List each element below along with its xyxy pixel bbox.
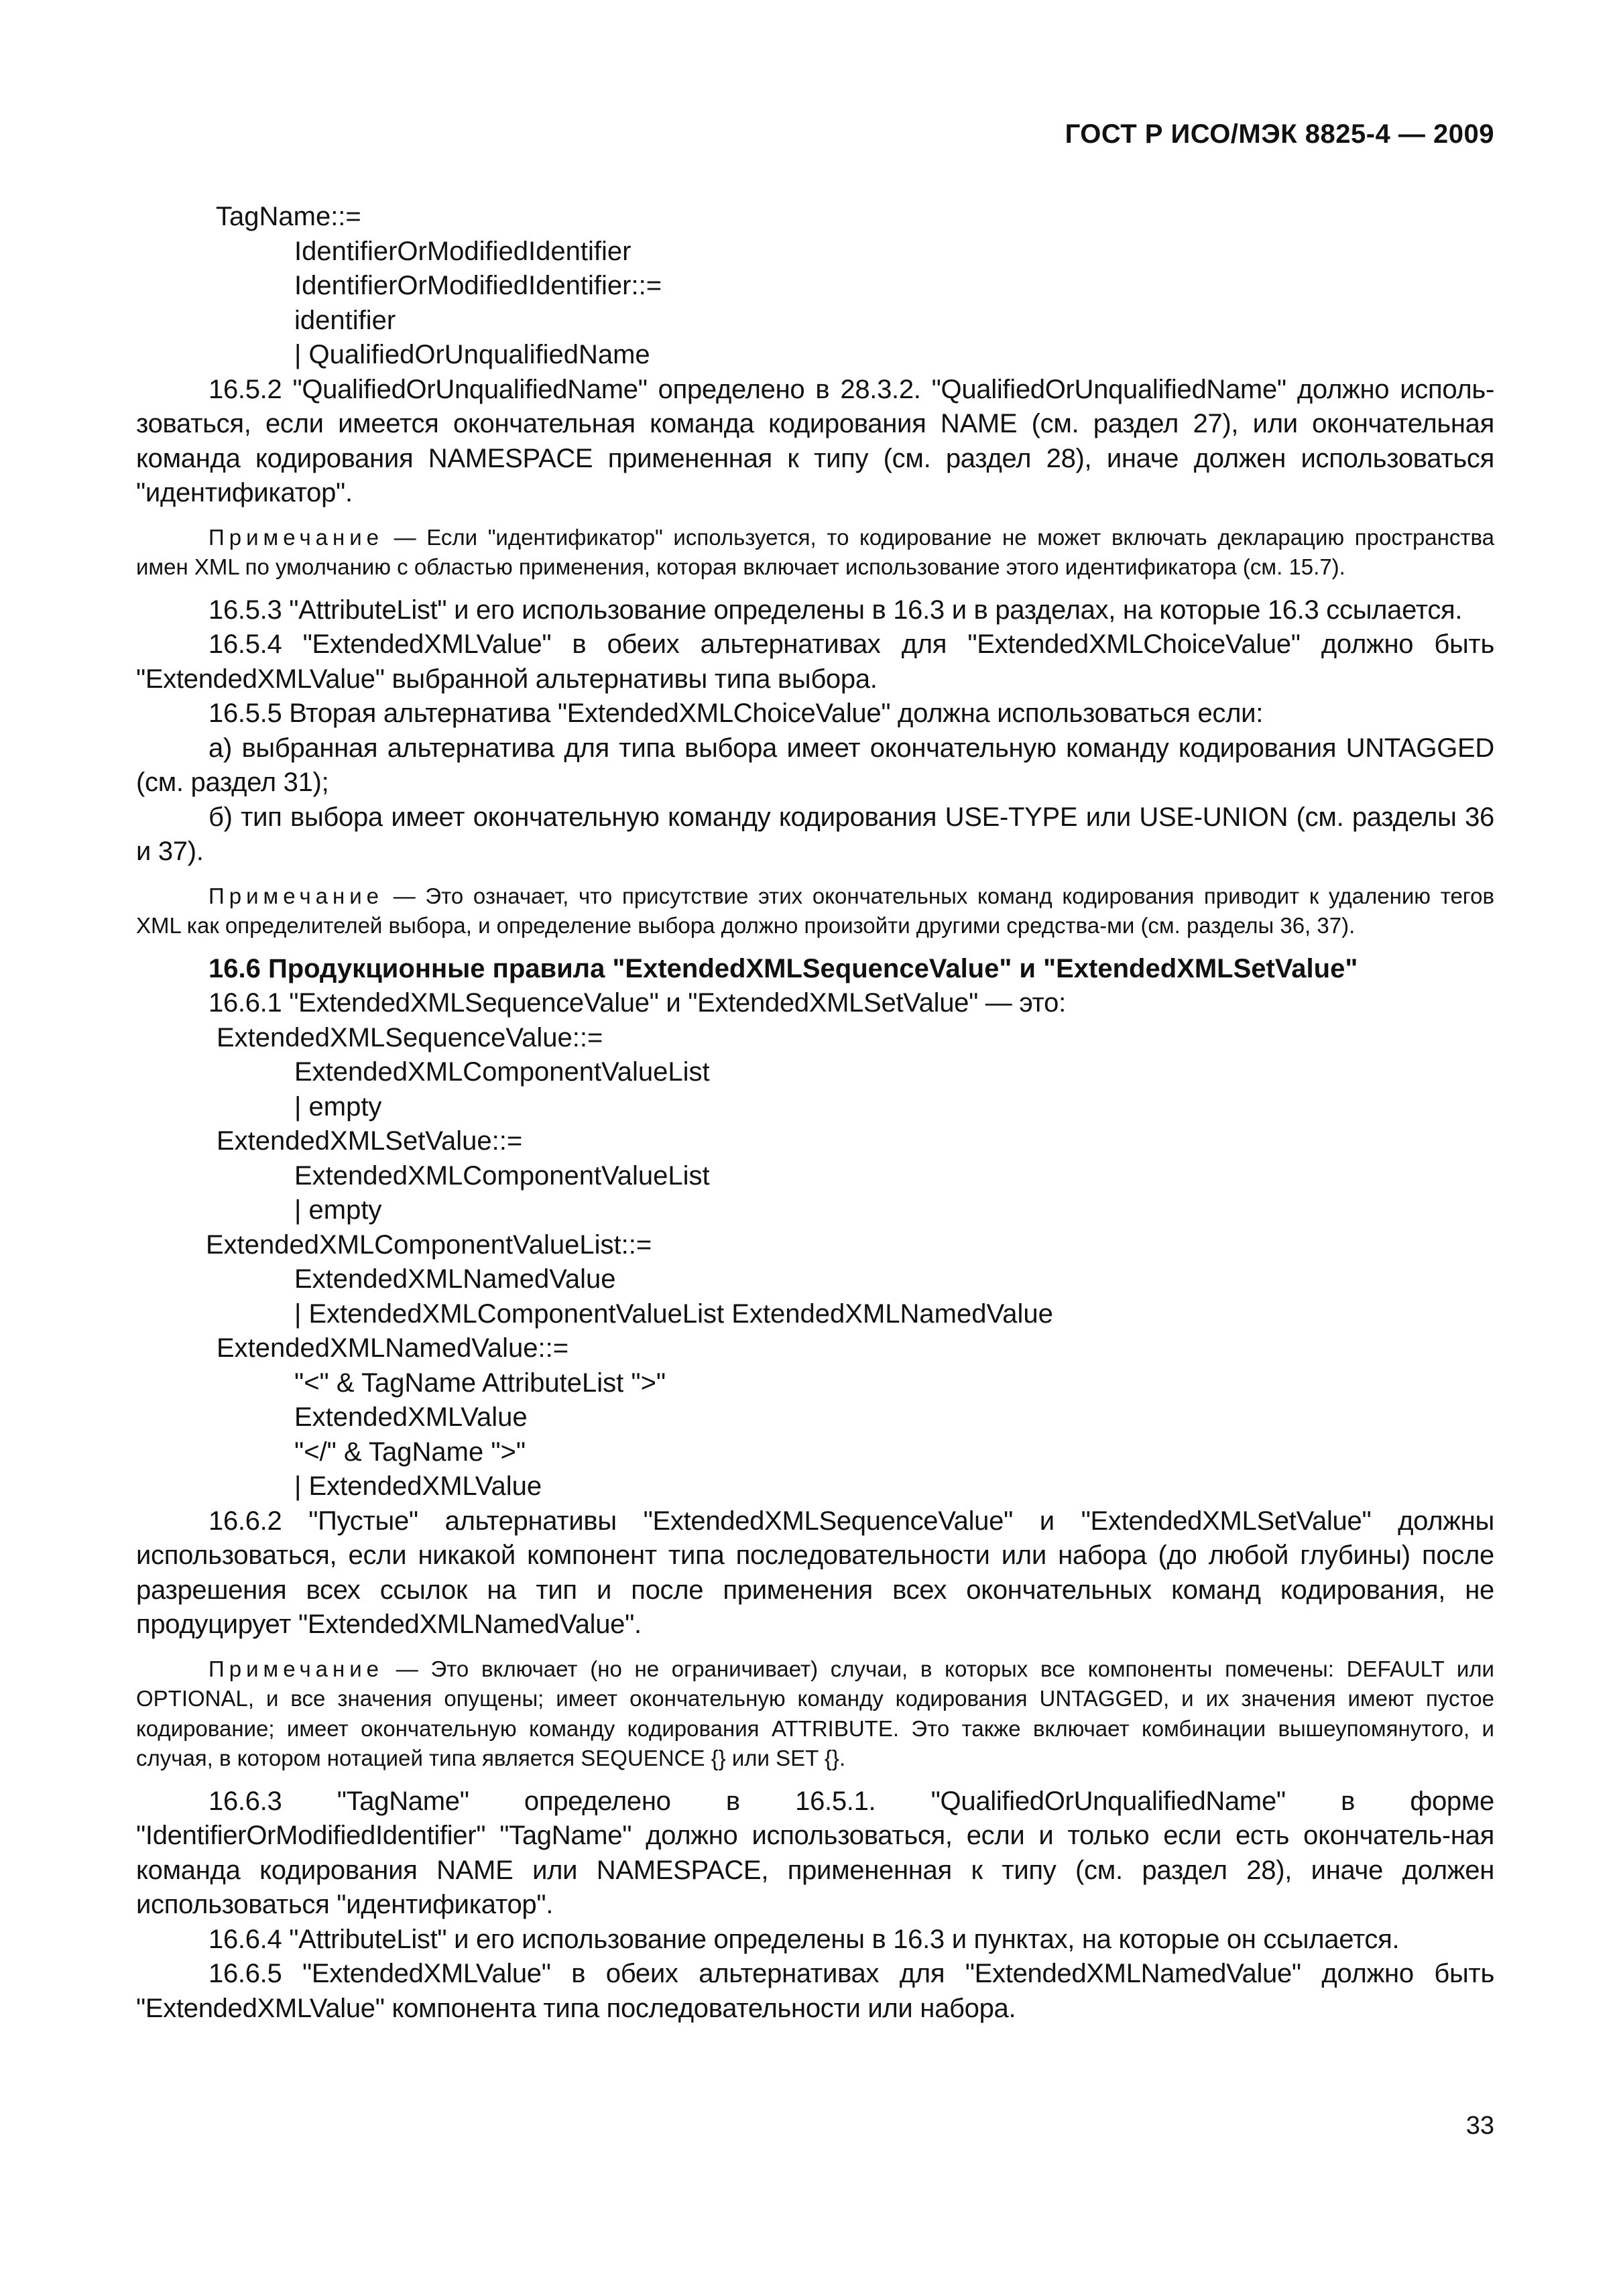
grammar-line: IdentifierOrModifiedIdentifier::= [294,271,662,300]
grammar-line: | empty [294,1195,382,1225]
note-text: — Это включает (но не ограничивает) случаи, в которых все компоненты помечены: DEFAULT или OPTIONAL, и все значения опущены; имеет окончательную команду кодирования UNTAGGED, и их значения имеют пустое кодирование; имеет окончательную команду кодирования ATTRIBUTE. Это также включает комбинации вышеупомянутого, и случая, в котором нотацией типа является SEQUENCE {} или SET {}. [136,1656,1494,1770]
paragraph-16-5-5: 16.5.5 Вторая альтернатива "ExtendedXMLChoiceValue" должна использоваться если: [208,699,1264,728]
grammar-line: identifier [294,305,396,335]
grammar-line: "</" & TagName ">" [294,1437,526,1467]
list-item-b: б) тип выбора имеет окончательную команду кодирования USE-TYPE или USE-UNION (см. разделы 36 и 37). [136,802,1494,866]
grammar-line: TagName::= [216,202,361,231]
grammar-line: ExtendedXMLNamedValue [294,1264,616,1294]
paragraph-16-6-1: 16.6.1 "ExtendedXMLSequenceValue" и "ExtendedXMLSetValue" — это: [208,988,1066,1018]
grammar-line: ExtendedXMLNamedValue::= [217,1333,569,1363]
note-text: — Это означает, что присутствие этих окончательных команд кодирования приводит к удалению тегов XML как определителей выбора, и определение выбора должно произойти другими средства-ми (см. разделы 36, 37). [136,883,1494,938]
note-text: — Если "идентификатор" используется, то кодирование не может включать декларацию пространства имен XML по умолчанию с областью применения, которая включает использование этого идентификатора (см. 15.7). [136,524,1494,579]
grammar-line: ExtendedXMLValue [294,1402,528,1432]
paragraph-16-6-2: 16.6.2 "Пустые" альтернативы "ExtendedXMLSequenceValue" и "ExtendedXMLSetValue" должны использоваться, если никакой компонент типа последовательности или набора (до любой глубины) после разрешения всех ссылок на тип и после применения всех окончательных команд кодирования, не продуцирует "ExtendedXMLNamedValue". [136,1506,1494,1639]
grammar-line: "<" & TagName AttributeList ">" [294,1368,666,1398]
grammar-line: IdentifierOrModifiedIdentifier [294,236,632,266]
grammar-line: ExtendedXMLSetValue::= [217,1126,523,1156]
grammar-line: ExtendedXMLComponentValueList [294,1160,710,1191]
paragraph-16-5-4: 16.5.4 "ExtendedXMLValue" в обеих альтернативах для "ExtendedXMLChoiceValue" должно быть "ExtendedXMLValue" выбранной альтернативы типа выбора. [136,629,1494,694]
paragraph-16-6-4: 16.6.4 "AttributeList" и его использование определены в 16.3 и пунктах, на которые он ссылается. [208,1924,1400,1954]
grammar-line: ExtendedXMLComponentValueList [294,1057,710,1087]
paragraph-16-6-3: 16.6.3 "TagName" определено в 16.5.1. "QualifiedOrUnqualifiedName" в форме "IdentifierOrModifiedIdentifier" "TagName" должно использоваться, если и только если есть окончатель-ная команда кодирования NAME или NAMESPACE, примененная к типу (см. раздел 28), иначе должен использоваться "идентификатор". [136,1786,1494,1919]
list-item-a: а) выбранная альтернатива для типа выбора имеет окончательную команду кодирования UNTAGGED (см. раздел 31); [136,733,1494,797]
paragraph-16-5-3: 16.5.3 "AttributeList" и его использование определены в 16.3 и в разделах, на которые 16.3 ссылается. [208,595,1463,625]
paragraph-16-5-2: 16.5.2 "QualifiedOrUnqualifiedName" определено в 28.3.2. "QualifiedOrUnqualifiedName" должно исполь-зоваться, если имеется окончательная команда кодирования NAME (см. раздел 27), или окончательная команда кодирования NAMESPACE примененная к типу (см. раздел 28), иначе должен использоваться "идентификатор". [136,374,1494,507]
note-label: Примечание [208,883,384,908]
note-2 [136,882,1494,941]
grammar-line: ExtendedXMLSequenceValue::= [217,1022,603,1052]
note-label: Примечание [208,1656,384,1681]
page-number: 33 [1465,2112,1494,2140]
note-label: Примечание [208,524,384,550]
section-heading-16-6: 16.6 Продукционные правила "ExtendedXMLSequenceValue" и "ExtendedXMLSetValue" [208,953,1358,983]
grammar-line: | ExtendedXMLComponentValueList ExtendedXMLNamedValue [294,1298,1053,1329]
grammar-line: | empty [294,1091,382,1122]
grammar-line: | QualifiedOrUnqualifiedName [294,340,650,369]
document-header: ГОСТ Р ИСО/МЭК 8825-4 — 2009 [1065,119,1494,149]
page-content [136,200,1494,2026]
note-3 [136,1654,1494,1774]
note-1 [136,523,1494,583]
grammar-line: ExtendedXMLComponentValueList::= [206,1229,652,1260]
grammar-line: | ExtendedXMLValue [294,1471,542,1501]
paragraph-16-6-5: 16.6.5 "ExtendedXMLValue" в обеих альтернативах для "ExtendedXMLNamedValue" должно быть "ExtendedXMLValue" компонента типа последовательности или набора. [136,1959,1494,2023]
